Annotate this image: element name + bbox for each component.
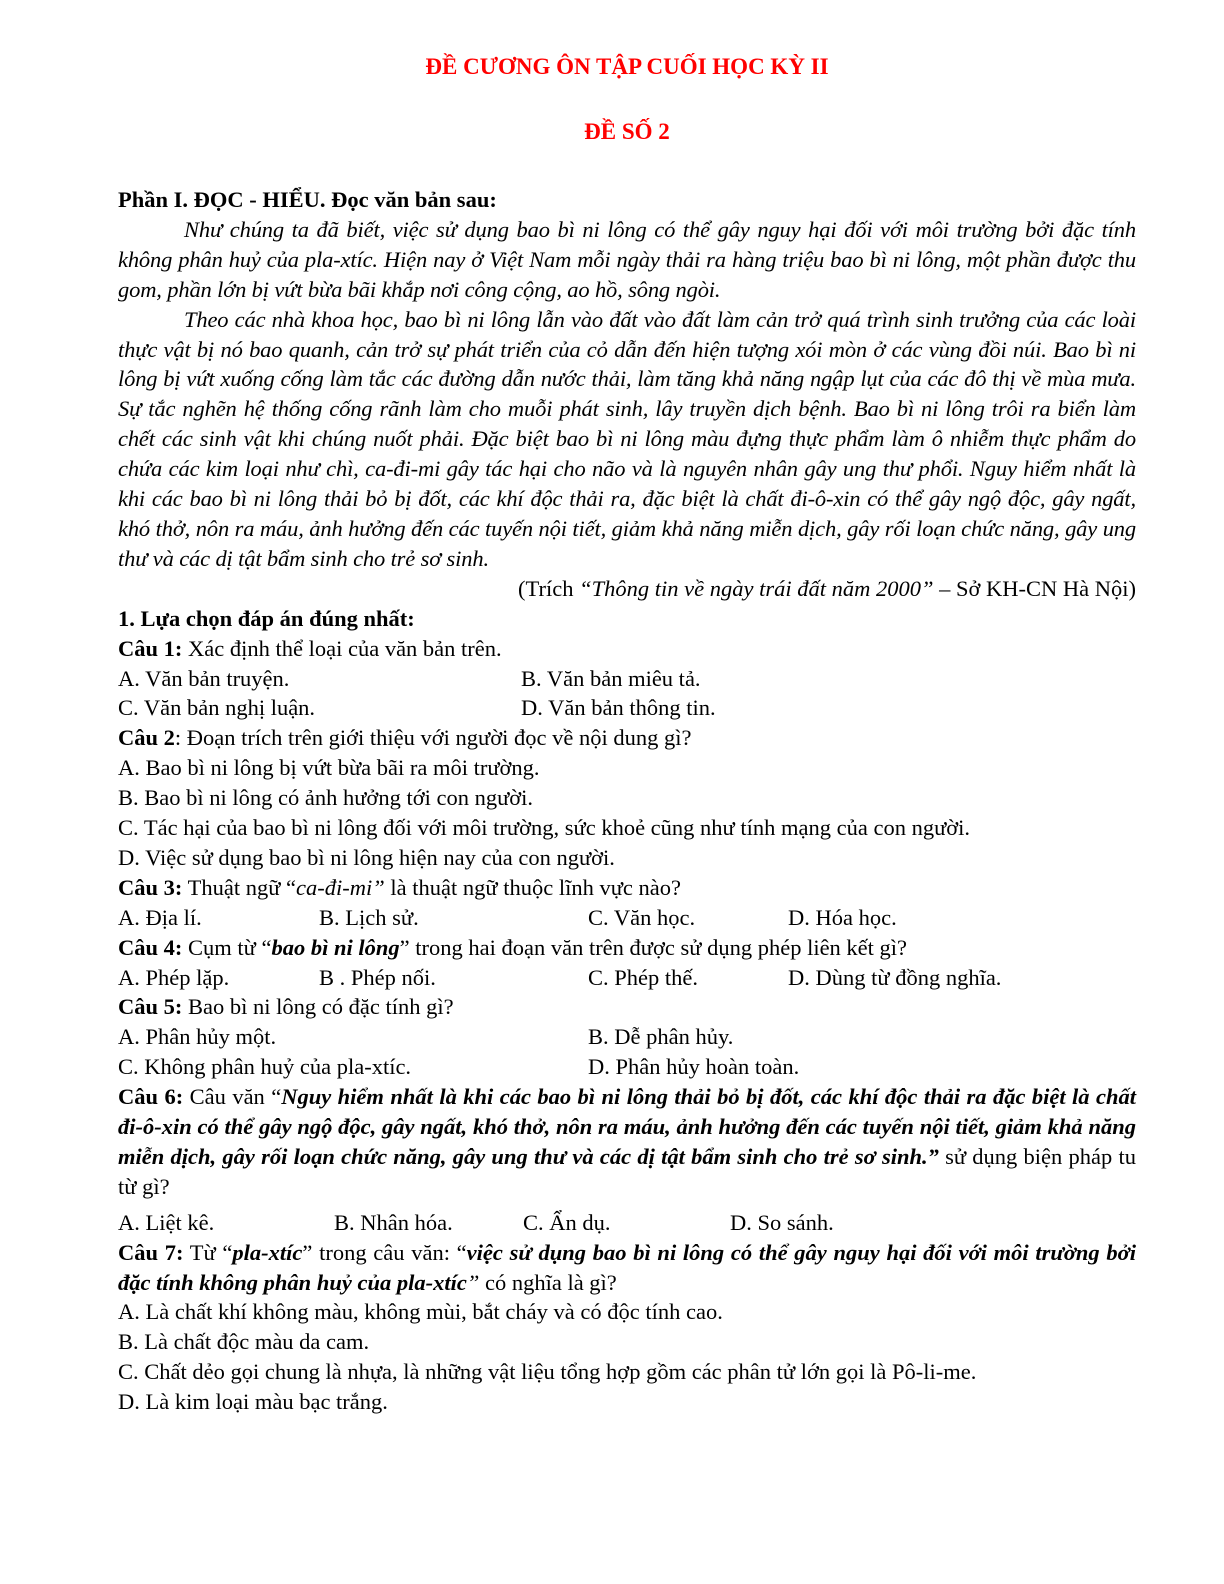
question-1 <box>118 634 1136 664</box>
q6-options-row <box>118 1208 1136 1238</box>
part1-heading: Phần I. ĐỌC - HIỂU. Đọc văn bản sau: <box>118 187 497 212</box>
option-a[interactable]: A. Là chất khí không màu, không mùi, bắt cháy và có độc tính cao. <box>118 1299 723 1325</box>
question-7 <box>118 1238 1136 1298</box>
option-a[interactable]: A. Phép lặp. <box>118 964 230 990</box>
question-text: có nghĩa là gì? <box>479 1269 617 1295</box>
source-suffix: – Sở KH-CN Hà Nội) <box>933 575 1136 601</box>
option-c[interactable]: C. Ẩn dụ. <box>523 1209 611 1235</box>
option-a[interactable]: A. Bao bì ni lông bị vứt bừa bãi ra môi trường. <box>118 755 540 781</box>
option-d[interactable]: D. Phân hủy hoàn toàn. <box>588 1054 800 1080</box>
option-b[interactable]: B. Nhân hóa. <box>334 1209 453 1235</box>
option-d[interactable]: D. Văn bản thông tin. <box>521 695 716 721</box>
q5-options-row-1 <box>118 1022 1136 1052</box>
option-c[interactable]: C. Tác hại của bao bì ni lông đối với môi trường, sức khoẻ cũng như tính mạng của con người. <box>118 815 971 840</box>
source-prefix: (Trích <box>518 575 580 601</box>
question-4 <box>118 933 1136 963</box>
question-text: ” <box>466 1269 480 1295</box>
option-d[interactable]: D. Việc sử dụng bao bì ni lông hiện nay của con người. <box>118 844 615 870</box>
passage-source <box>118 574 1136 604</box>
option-a[interactable]: A. Liệt kê. <box>118 1209 215 1235</box>
passage-paragraph: Như chúng ta đã biết, việc sử dụng bao bì ni lông có thể gây nguy hại đối với môi trường bởi đặc tính không phân huỷ của pla-xtíc. Hiện nay ở Việt Nam mỗi ngày thải ra hàng triệu bao bì ni lông, một phần được thu gom, phần lớn bị vứt bừa bãi khắp nơi công cộng, ao hồ, sông ngòi. <box>118 216 1136 302</box>
question-text: Thuật ngữ “ <box>182 874 297 900</box>
question-5 <box>118 992 1136 1022</box>
q4-options-row <box>118 963 1136 993</box>
document-title: ĐỀ CƯƠNG ÔN TẬP CUỐI HỌC KỲ II <box>425 54 829 79</box>
option-a[interactable]: A. Địa lí. <box>118 904 202 930</box>
option-b[interactable]: B . Phép nối. <box>319 964 436 990</box>
option-b[interactable]: B. Văn bản miêu tả. <box>521 665 701 691</box>
option-d[interactable]: D. Dùng từ đồng nghĩa. <box>788 964 1002 990</box>
option-d[interactable]: D. Là kim loại màu bạc trắng. <box>118 1389 388 1415</box>
question-text: sử dụng biện pháp tu từ gì? <box>118 1143 1136 1199</box>
question-quote: việc sử dụng bao bì ni lông có thể gây nguy hại đối với môi trường bởi đặc tính không phân huỷ của pla-xtíc <box>118 1239 1136 1295</box>
question-label: Câu 7: <box>118 1239 184 1265</box>
option-b[interactable]: B. Lịch sử. <box>319 904 419 930</box>
question-text: Câu văn “ <box>183 1084 282 1110</box>
question-text: ” trong câu văn: “ <box>302 1239 467 1265</box>
question-text: ” trong hai đoạn văn trên được sử dụng phép liên kết gì? <box>399 934 908 960</box>
question-text: Cụm từ “ <box>182 934 272 960</box>
question-label: Câu 3: <box>118 874 183 900</box>
q1-options-row-2 <box>118 693 1136 723</box>
question-label: Câu 4: <box>118 934 183 960</box>
question-text: Bao bì ni lông có đặc tính gì? <box>182 994 454 1020</box>
question-term: ca-đi-mi” <box>296 874 385 900</box>
option-d[interactable]: D. Hóa học. <box>788 904 897 930</box>
section1-heading: 1. Lựa chọn đáp án đúng nhất: <box>118 605 415 631</box>
question-quote: Nguy hiểm nhất là khi các bao bì ni lông thải bỏ bị đốt, các khí độc thải ra đặc biệt là chất đi-ô-xin có thể gây ngộ độc, gây ngất, khó thở, nôn ra máu, ảnh hưởng đến các tuyến nội tiết, giảm khả năng miễn dịch, gây rối loạn chức năng, gây ung thư và các dị tật bẩm sinh cho trẻ sơ sinh.” <box>118 1084 1136 1169</box>
option-c[interactable]: C. Văn bản nghị luận. <box>118 695 316 721</box>
option-c[interactable]: C. Chất dẻo gọi chung là nhựa, là những vật liệu tổng hợp gồm các phân tử lớn gọi là Pô-li-me. <box>118 1359 977 1385</box>
option-c[interactable]: C. Phép thế. <box>588 964 698 990</box>
question-label: Câu 6: <box>118 1084 184 1110</box>
question-term: bao bì ni lông <box>271 934 400 960</box>
question-6 <box>118 1082 1136 1202</box>
question-term: pla-xtíc <box>232 1239 303 1265</box>
option-d[interactable]: D. So sánh. <box>730 1209 834 1235</box>
question-text: Từ “ <box>183 1239 233 1265</box>
question-text: Xác định thể loại của văn bản trên. <box>182 635 502 661</box>
passage-paragraph: Theo các nhà khoa học, bao bì ni lông lẫn vào đất vào đất làm cản trở quá trình sinh trưởng của các loài thực vật bị nó bao quanh, cản trở sự phát triển của cỏ dẫn đến hiện tượng xói mòn ở các vùng đồi núi. Bao bì ni lông bị vứt xuống cống làm tắc các đường dẫn nước thải, làm tăng khả năng ngập lụt của các đô thị về mùa mưa. Sự tắc nghẽn hệ thống cống rãnh làm cho muỗi phát sinh, lây truyền dịch bệnh. Bao bì ni lông trôi ra biển làm chết các sinh vật khi chúng nuốt phải. Đặc biệt bao bì ni lông màu đựng thực phẩm làm ô nhiễm thực phẩm do chứa các kim loại như chì, ca-đi-mi gây tác hại cho não và là nguyên nhân gây ung thư phổi. Nguy hiểm nhất là khi các bao bì ni lông thải bỏ bị đốt, các khí độc thải ra, đặc biệt là chất đi-ô-xin có thể gây ngộ độc, gây ngất, khó thở, nôn ra máu, ảnh hưởng đến các tuyến nội tiết, giảm khả năng miễn dịch, gây rối loạn chức năng, gây ung thư và các dị tật bẩm sinh cho trẻ sơ sinh. <box>118 306 1136 571</box>
option-b[interactable]: B. Là chất độc màu da cam. <box>118 1329 370 1355</box>
question-3 <box>118 873 1136 903</box>
question-2 <box>118 723 1136 753</box>
source-title: “Thông tin về ngày trái đất năm 2000” <box>579 575 934 601</box>
option-a[interactable]: A. Phân hủy một. <box>118 1024 277 1050</box>
q5-options-row-2 <box>118 1052 1136 1082</box>
q3-options-row <box>118 903 1136 933</box>
question-label: Câu 2 <box>118 725 175 751</box>
option-a[interactable]: A. Văn bản truyện. <box>118 665 290 691</box>
question-label: Câu 1: <box>118 635 183 661</box>
document-subtitle: ĐỀ SỐ 2 <box>584 119 670 144</box>
reading-passage <box>118 215 1136 574</box>
option-c[interactable]: C. Không phân huỷ của pla-xtíc. <box>118 1054 412 1080</box>
q1-options-row-1 <box>118 664 1136 694</box>
option-c[interactable]: C. Văn học. <box>588 904 696 930</box>
question-text: là thuật ngữ thuộc lĩnh vực nào? <box>384 874 681 900</box>
option-b[interactable]: B. Bao bì ni lông có ảnh hưởng tới con người. <box>118 785 534 811</box>
question-label: Câu 5: <box>118 994 183 1020</box>
option-b[interactable]: B. Dễ phân hủy. <box>588 1024 734 1050</box>
question-text: : Đoạn trích trên giới thiệu với người đọc về nội dung gì? <box>174 725 692 751</box>
